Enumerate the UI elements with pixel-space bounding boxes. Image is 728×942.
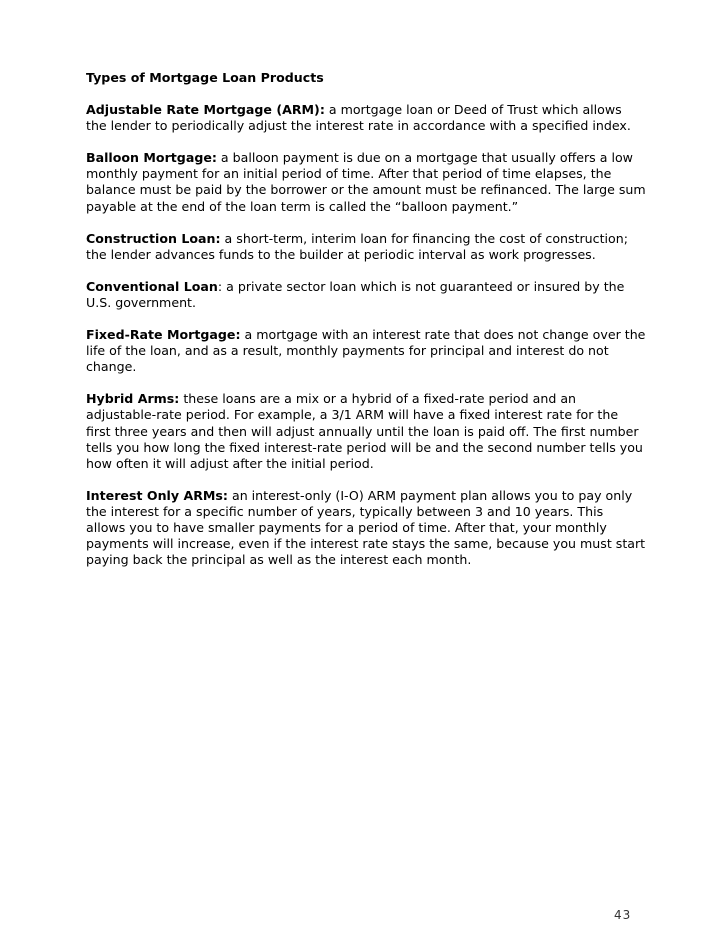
term-label: Construction Loan: [86, 230, 221, 246]
term-label: Interest Only ARMs: [86, 487, 228, 503]
definition-entry-hybrid-arms [86, 391, 646, 471]
term-label: Adjustable Rate Mortgage (ARM): [86, 102, 325, 118]
definition-entry-balloon-mortgage [86, 150, 646, 214]
term-label: Fixed-Rate Mortgage: [86, 327, 241, 343]
term-definition: : a private sector loan which is not guaranteed or insured by the U.S. government. [86, 278, 625, 310]
page-number: 43 [614, 908, 632, 922]
term-label: Hybrid Arms: [86, 391, 180, 407]
term-definition: a mortgage with an interest rate that does not change over the life of the loan, and as a result, monthly payments for principal and interest do not change. [86, 327, 646, 375]
document-body [86, 70, 646, 584]
definition-entry-fixed-rate-mortgage [86, 327, 646, 375]
definition-entry-conventional-loan [86, 279, 646, 311]
term-definition: a balloon payment is due on a mortgage that usually offers a low monthly payment for an initial period of time. After that period of time elapses, the balance must be paid by the borrower or the amount must be refinanced. The large sum payable at the end of the loan term is called the “balloon payment.” [86, 150, 646, 214]
term-definition: these loans are a mix or a hybrid of a fixed-rate period and an adjustable-rate period. For example, a 3/1 ARM will have a fixed interest rate for the first three years and then will adjust annually until the loan is paid off. The first number tells you how long the fixed interest-rate period will be and the second number tells you how often it will adjust after the initial period. [86, 391, 643, 471]
term-definition: an interest-only (I-O) ARM payment plan allows you to pay only the interest for a specific number of years, typically between 3 and 10 years. This allows you to have smaller payments for a period of time. After that, your monthly payments will increase, even if the interest rate stays the same, because you must start paying back the principal as well as the interest each month. [86, 487, 646, 568]
term-label: Balloon Mortgage: [86, 150, 217, 166]
term-label: Conventional Loan [86, 278, 218, 294]
definition-entry-interest-only-arms [86, 488, 646, 568]
document-title: Types of Mortgage Loan Products [86, 70, 324, 85]
term-definition: a short-term, interim loan for financing the cost of construction; the lender advances funds to the builder at periodic interval as work progresses. [86, 230, 628, 262]
definition-entry-arm [86, 102, 646, 134]
term-definition: a mortgage loan or Deed of Trust which allows the lender to periodically adjust the interest rate in accordance with a specified index. [86, 102, 631, 134]
definition-entry-construction-loan [86, 231, 646, 263]
